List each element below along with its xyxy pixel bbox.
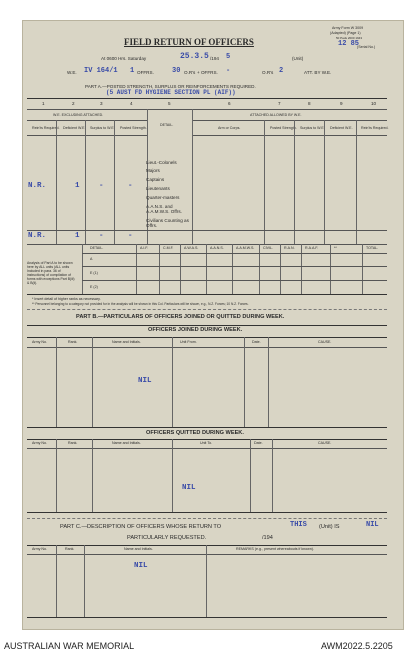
- ors2-label: O.R's: [262, 70, 274, 75]
- joined-bottom-rule: [27, 427, 387, 428]
- analysis-bottom-rule: [27, 294, 387, 295]
- offrs2-stamp: -: [226, 67, 231, 75]
- rank-quartermasters: Quarter-masters: [146, 195, 180, 200]
- part-b-title: PART B.—PARTICULARS OF OFFICERS JOINED OR QUITTED DURING WEEK.: [76, 314, 285, 320]
- column-number: 4: [130, 101, 133, 106]
- form-sub: 50 Pads 2000 1943: [336, 36, 363, 40]
- attached-rule: [192, 120, 387, 121]
- analysis-row-rule: [82, 266, 387, 267]
- offrs2-label: + OFFRS.: [197, 70, 218, 75]
- quitted-title: OFFICERS QUITTED DURING WEEK.: [146, 430, 244, 436]
- vline: [264, 120, 265, 244]
- analysis-row-e2: E (2): [90, 285, 98, 289]
- we-label: W.E.: [67, 70, 77, 75]
- vline: [172, 337, 173, 427]
- ors-stamp: 30: [172, 67, 181, 75]
- joined-header-rule: [27, 347, 387, 348]
- att-label: ATT. BY W.E.: [304, 70, 332, 75]
- vline: [324, 120, 325, 244]
- rank-civilians: Civilians Counting as Offrs.: [146, 218, 189, 229]
- column-number: 5: [168, 101, 171, 106]
- analysis-row-rule: [82, 280, 387, 281]
- vline: [85, 120, 86, 244]
- ors-label: O.R's: [184, 70, 196, 75]
- row1-surplus: -: [99, 182, 104, 190]
- analysis-vline: [206, 244, 207, 294]
- year-stamp: 5: [226, 53, 231, 61]
- analysis-header: DETAIL.: [90, 246, 104, 250]
- attached-label: ATTACHED ALLOWED BY W.E.: [250, 113, 302, 117]
- column-number: 8: [308, 101, 311, 106]
- joined-rule: [27, 337, 387, 338]
- vline: [56, 337, 57, 427]
- quitted-header-rank: Rank.: [68, 441, 78, 445]
- vline: [56, 545, 57, 617]
- analysis-header: C.M.F.: [163, 246, 174, 250]
- rank-majors: Majors: [146, 168, 160, 173]
- header-posted-strength: Posted Strength.: [120, 126, 147, 130]
- analysis-vline: [259, 244, 260, 294]
- header-surplus-we: Surplus to W.E.: [90, 126, 115, 130]
- quitted-header-date: Date.: [254, 441, 263, 445]
- analysis-vline: [180, 244, 181, 294]
- column-number: 6: [228, 101, 231, 106]
- quitted-bottom-rule: [27, 512, 387, 513]
- analysis-header: TOTAL.: [366, 246, 379, 250]
- part-b-rule: [27, 325, 387, 326]
- header-arm-corps: Arm or Corps.: [218, 126, 241, 130]
- footer-right: AWM2022.5.2205: [321, 641, 393, 651]
- row2-posted: -: [128, 232, 133, 240]
- table-top-rule: [27, 98, 387, 99]
- joined-header-cause: CAUSE.: [318, 340, 332, 344]
- header-reints-required: Rein'ts Required.: [32, 126, 60, 130]
- row2-rule: [27, 230, 387, 231]
- part-c-requested: PARTICULARLY REQUESTED.: [127, 535, 207, 541]
- part-c-header-name: Name and Initials.: [124, 547, 153, 551]
- vline: [172, 439, 173, 512]
- form-title: FIELD RETURN OF OFFICERS: [124, 37, 254, 47]
- analysis-header: CIVIL.: [263, 246, 273, 250]
- detail-label: DETAIL.: [160, 123, 174, 127]
- part-c-year: /194: [262, 535, 273, 541]
- header-posted-strength-att: Posted Strength.: [270, 126, 297, 130]
- right-header-rule: [192, 135, 387, 136]
- rank-captains: Captains: [146, 177, 165, 182]
- part-c-header-army-no: Army No.: [32, 547, 47, 551]
- part-c-unit-is: (Unit) IS: [319, 524, 340, 530]
- part-c-header-rule: [27, 554, 387, 555]
- we-excl-rule: [27, 120, 147, 121]
- ors2-stamp: 2: [279, 67, 284, 75]
- unit-stamp: (5 AUST FD HYGIENE SECTION PL (AIF)): [106, 89, 236, 96]
- header-surplus-att: Surplus to W.E.: [300, 126, 325, 130]
- adapted-label: (Adapted) (Page 1): [330, 31, 361, 35]
- year-label: /194: [210, 56, 219, 61]
- vline: [272, 439, 273, 512]
- analysis-vline: [362, 244, 363, 294]
- part-c-stamp: NIL: [134, 562, 148, 570]
- quitted-header-cause: CAUSE.: [318, 441, 332, 445]
- column-number: 10: [371, 101, 377, 106]
- analysis-vline: [232, 244, 233, 294]
- part-c-rule: [27, 545, 387, 546]
- analysis-vline: [330, 244, 331, 294]
- part-c-top-rule: [27, 518, 387, 519]
- rank-lieutenants: Lieutenants: [146, 186, 170, 191]
- header-reints-att: Rein'ts Required.: [361, 126, 389, 130]
- analysis-vline: [136, 244, 137, 294]
- column-number: 2: [72, 101, 75, 106]
- analysis-top-rule: [27, 244, 387, 245]
- quitted-header-name: Name and Initials.: [112, 441, 141, 445]
- part-b-top-rule: [27, 309, 387, 310]
- analysis-row-e1: E (1): [90, 271, 98, 275]
- joined-header-rank: Rank.: [68, 340, 78, 344]
- analysis-vline: [159, 244, 160, 294]
- note-2: ** Personnel belonging to a category not provided for in the analysis will be shown in this Col. Particulars will be shown, e.g., N.Z. Forces; 10 N.Z. Forces.: [32, 302, 249, 306]
- analysis-vline: [82, 244, 83, 294]
- vline: [92, 337, 93, 427]
- part-c-title: PART C.—DESCRIPTION OF OFFICERS WHOSE RETURN TO: [60, 524, 222, 530]
- joined-header-unit-from: Unit From.: [180, 340, 197, 344]
- column-number: 3: [100, 101, 103, 106]
- quitted-rule: [27, 439, 387, 440]
- analysis-header: A.A.N.S.: [210, 246, 224, 250]
- row1-reints: N.R.: [28, 182, 47, 190]
- analysis-header: R.A.A.F.: [305, 246, 319, 250]
- row2-reints: N.R.: [28, 232, 47, 240]
- part-c-bottom-rule: [27, 617, 387, 618]
- vline: [114, 120, 115, 244]
- part-c-header-remarks: REMARKS (e.g., present whereabouts if known).: [236, 547, 314, 551]
- row1-posted: -: [128, 182, 133, 190]
- part-c-nil-stamp: NIL: [366, 521, 379, 529]
- joined-header-army-no: Army No.: [32, 340, 47, 344]
- vline: [206, 545, 207, 617]
- vline: [250, 439, 251, 512]
- we-excl-label: W.E. EXCLUDING ATTACHED.: [53, 113, 104, 117]
- left-header-rule: [27, 135, 147, 136]
- part-c-header-rank: Rank.: [65, 547, 75, 551]
- row2-surplus: -: [99, 232, 104, 240]
- analysis-vline: [280, 244, 281, 294]
- header-deficient-we: Deficient W.E.: [63, 126, 86, 130]
- joined-header-date: Date.: [252, 340, 261, 344]
- rank-lt-colonels: Lieut.-Colonels: [146, 160, 177, 165]
- quitted-header-unit-to: Unit To.: [200, 441, 213, 445]
- vline: [356, 120, 357, 244]
- serial-label: (Serial No.): [357, 45, 376, 49]
- vline: [84, 545, 85, 617]
- footer-left: AUSTRALIAN WAR MEMORIAL: [4, 641, 135, 651]
- analysis-header: **: [334, 246, 337, 250]
- analysis-header: A.I.F.: [140, 246, 149, 250]
- part-c-this-stamp: THIS: [290, 521, 307, 529]
- column-number: 7: [278, 101, 281, 106]
- joined-title: OFFICERS JOINED DURING WEEK.: [148, 327, 243, 333]
- joined-header-name: Name and Initials.: [112, 340, 141, 344]
- vline: [92, 439, 93, 512]
- vline: [268, 337, 269, 427]
- quitted-header-army-no: Army No.: [32, 441, 47, 445]
- vline: [56, 120, 57, 244]
- row2-deficient: 1: [75, 232, 80, 240]
- row1-deficient: 1: [75, 182, 80, 190]
- quitted-nil-stamp: NIL: [182, 484, 196, 492]
- rank-aans: A.A.N.S. and A.A.M.W.S. Offrs.: [146, 204, 182, 215]
- analysis-note: Analysis of Part A to be shown here by ALL units (ALL units Included in para. 36 of instructions) of compilation of forms with exceptions Part B(iii) & B(ii).: [27, 261, 75, 285]
- vline: [56, 439, 57, 512]
- offrs-label: OFFRS.: [137, 70, 154, 75]
- analysis-row-a: A: [90, 257, 93, 261]
- vline: [294, 120, 295, 244]
- note-1: * Insert detail of higher ranks as necessary.: [32, 297, 101, 301]
- column-number: 1: [42, 101, 45, 106]
- vline: [244, 337, 245, 427]
- at-hrs-label: At 0600 Hrs. Saturday: [101, 56, 147, 61]
- analysis-vline: [301, 244, 302, 294]
- joined-nil-stamp: NIL: [138, 377, 152, 385]
- offrs-stamp: 1: [130, 67, 135, 75]
- analysis-header: R.A.N.: [284, 246, 295, 250]
- we-stamp: IV 164/1: [84, 67, 118, 75]
- serial-stamp: 12 85: [338, 40, 360, 48]
- header-deficient-att: Deficient W.E.: [330, 126, 353, 130]
- army-form-number: Army Form W 3009: [332, 26, 364, 30]
- analysis-header: A.W.A.S.: [184, 246, 199, 250]
- analysis-head-rule: [82, 253, 387, 254]
- quitted-header-rule: [27, 448, 387, 449]
- analysis-header: A.A.M.W.S.: [236, 246, 255, 250]
- part-a-title: PART A.—POSTED STRENGTH, SURPLUS OR REINFORCEMENTS REQUIRED.: [85, 84, 256, 89]
- column-number: 9: [340, 101, 343, 106]
- col-number-rule: [27, 109, 387, 110]
- date-stamp: 25.3.5: [180, 52, 209, 61]
- unit-label: (Unit): [292, 56, 304, 61]
